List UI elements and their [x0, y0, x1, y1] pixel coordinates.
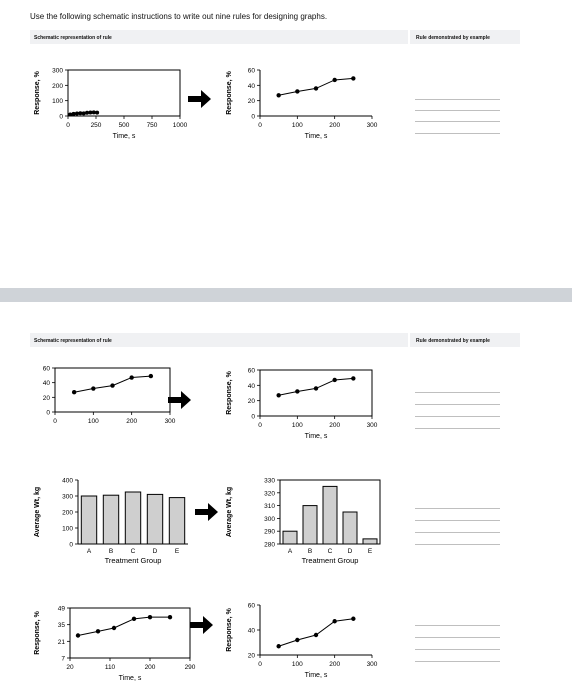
data-point [91, 386, 95, 390]
data-point [276, 644, 280, 648]
y-tick-label: 0 [69, 541, 73, 549]
x-tick-label: 100 [291, 422, 303, 429]
answer-line[interactable] [415, 637, 500, 638]
x-tick-label: 300 [366, 661, 378, 668]
rule2-improved-chart [222, 360, 382, 450]
data-point [148, 615, 152, 619]
x-tick-label: 0 [258, 122, 262, 129]
x-axis-title: Treatment Group [301, 556, 359, 565]
answer-line[interactable] [415, 532, 500, 533]
y-tick-label: 0 [251, 113, 255, 121]
y-tick-label: 20 [247, 652, 255, 660]
y-tick-label: 35 [57, 622, 65, 630]
data-point [168, 615, 172, 619]
data-point [276, 93, 280, 97]
data-point [351, 376, 355, 380]
y-tick-label: 21 [57, 638, 65, 646]
y-axis-title: Response, % [34, 71, 41, 115]
x-tick-label: 200 [329, 122, 341, 129]
x-tick-label: E [174, 548, 180, 555]
data-point [295, 638, 299, 642]
data-point [68, 112, 72, 116]
data-point [96, 629, 100, 633]
bar [323, 486, 337, 544]
data-point [129, 375, 133, 379]
x-tick-label: 750 [146, 122, 158, 129]
x-tick-label: 0 [258, 422, 262, 429]
x-tick-label: 100 [87, 418, 99, 425]
bar [303, 506, 317, 544]
data-point [295, 389, 299, 393]
rule1-improved-chart [222, 60, 382, 160]
y-tick-label: 400 [62, 477, 73, 485]
rule1-original-chart [30, 60, 200, 160]
x-tick-label: 100 [291, 661, 303, 668]
data-point [295, 89, 299, 93]
bar [103, 495, 118, 544]
answer-line[interactable] [415, 99, 500, 100]
data-point [351, 617, 355, 621]
y-tick-label: 320 [264, 490, 275, 498]
y-tick-label: 40 [247, 82, 255, 90]
section-divider [0, 288, 572, 302]
x-tick-label: 290 [184, 664, 196, 671]
x-axis-title: Time, s [304, 133, 328, 140]
data-point [76, 633, 80, 637]
y-tick-label: 20 [42, 394, 50, 402]
data-point [314, 633, 318, 637]
y-tick-label: 20 [247, 98, 255, 106]
answer-line[interactable] [415, 392, 500, 393]
plot-frame [55, 368, 170, 412]
y-tick-label: 40 [247, 382, 255, 390]
data-point [314, 386, 318, 390]
data-point [149, 374, 153, 378]
answer-line[interactable] [415, 110, 500, 111]
series-line [78, 617, 170, 635]
y-axis-title: Response, % [226, 71, 233, 115]
x-tick-label: 300 [366, 422, 378, 429]
section2-right-header: Rule demonstrated by example [416, 338, 490, 344]
y-tick-label: 40 [42, 380, 50, 388]
x-tick-label: 200 [144, 664, 156, 671]
x-tick-label: E [367, 548, 373, 555]
y-axis-title: Response, % [226, 371, 233, 415]
x-tick-label: C [130, 548, 136, 555]
y-tick-label: 100 [62, 525, 73, 533]
x-tick-label: 0 [258, 661, 262, 668]
x-tick-label: D [152, 548, 158, 555]
rule4-original-chart [30, 598, 200, 690]
data-point [332, 78, 336, 82]
data-point [332, 619, 336, 623]
y-axis-title: Average Wt, kg [226, 486, 233, 538]
answer-line[interactable] [415, 416, 500, 417]
x-axis-title: Treatment Group [104, 556, 162, 565]
y-tick-label: 0 [46, 409, 50, 417]
data-point [276, 393, 280, 397]
y-tick-label: 20 [247, 398, 255, 406]
x-tick-label: 500 [118, 122, 130, 129]
data-point [332, 378, 336, 382]
section2-left-header: Schematic representation of rule [34, 338, 112, 344]
x-tick-label: 250 [90, 122, 102, 129]
y-tick-label: 0 [59, 113, 63, 121]
instruction-text: Use the following schematic instructions to write out nine rules for designing graphs. [30, 12, 328, 21]
bar [81, 496, 96, 544]
data-point [95, 111, 99, 115]
bar [283, 531, 297, 544]
x-tick-label: 200 [126, 418, 138, 425]
y-tick-label: 7 [61, 655, 65, 663]
x-tick-label: 0 [53, 418, 57, 425]
x-tick-label: 300 [164, 418, 176, 425]
x-tick-label: 20 [66, 664, 74, 671]
answer-line[interactable] [415, 428, 500, 429]
bar [125, 492, 140, 544]
y-tick-label: 310 [264, 503, 275, 511]
y-tick-label: 200 [52, 82, 63, 90]
data-point [351, 76, 355, 80]
y-axis-title: Response, % [34, 611, 41, 655]
data-point [72, 390, 76, 394]
x-tick-label: 1000 [172, 122, 188, 129]
rule4-improved-chart [222, 595, 382, 690]
x-axis-title: Time, s [304, 433, 328, 440]
x-tick-label: 110 [104, 664, 116, 671]
y-tick-label: 300 [52, 67, 63, 75]
x-tick-label: A [86, 548, 92, 555]
data-point [112, 626, 116, 630]
y-tick-label: 60 [247, 67, 255, 75]
y-tick-label: 60 [247, 602, 255, 610]
x-tick-label: C [327, 548, 333, 555]
data-point [132, 617, 136, 621]
answer-line[interactable] [415, 508, 500, 509]
x-tick-label: 0 [66, 122, 70, 129]
answer-line[interactable] [415, 121, 500, 122]
rule3-original-chart [30, 470, 200, 575]
y-axis-title: Response, % [226, 608, 233, 652]
x-tick-label: 100 [291, 122, 303, 129]
plot-frame [68, 70, 180, 116]
x-axis-title: Time, s [118, 675, 142, 682]
x-tick-label: 300 [366, 122, 378, 129]
y-tick-label: 49 [57, 605, 65, 613]
answer-line[interactable] [415, 625, 500, 626]
rule2-original-chart [30, 360, 180, 445]
section1-right-header: Rule demonstrated by example [416, 35, 490, 41]
y-axis-title: Average Wt, kg [34, 486, 41, 538]
x-tick-label: 200 [329, 422, 341, 429]
answer-line[interactable] [415, 649, 500, 650]
bar [363, 539, 377, 544]
y-tick-label: 300 [62, 493, 73, 501]
x-axis-title: Time, s [112, 133, 136, 140]
bar [147, 494, 162, 544]
y-tick-label: 300 [264, 515, 275, 523]
answer-line[interactable] [415, 661, 500, 662]
section1-left-header: Schematic representation of rule [34, 35, 112, 41]
x-tick-label: A [287, 548, 293, 555]
bar [169, 498, 184, 544]
answer-line[interactable] [415, 544, 500, 545]
y-tick-label: 330 [264, 477, 275, 485]
data-point [82, 111, 86, 115]
y-tick-label: 290 [264, 528, 275, 536]
x-tick-label: B [108, 548, 114, 555]
rule3-improved-chart [222, 470, 382, 575]
y-tick-label: 280 [264, 541, 275, 549]
y-tick-label: 60 [247, 367, 255, 375]
answer-line[interactable] [415, 404, 500, 405]
y-tick-label: 100 [52, 98, 63, 106]
bar [343, 512, 357, 544]
y-tick-label: 60 [42, 365, 50, 373]
x-tick-label: 200 [329, 661, 341, 668]
x-tick-label: B [307, 548, 313, 555]
data-point [314, 86, 318, 90]
x-tick-label: D [347, 548, 353, 555]
series-line [279, 619, 354, 647]
y-tick-label: 40 [247, 627, 255, 635]
y-tick-label: 0 [251, 413, 255, 421]
plot-frame [260, 370, 372, 416]
answer-line[interactable] [415, 520, 500, 521]
answer-line[interactable] [415, 133, 500, 134]
y-tick-label: 200 [62, 509, 73, 517]
data-point [110, 383, 114, 387]
x-axis-title: Time, s [304, 672, 328, 679]
